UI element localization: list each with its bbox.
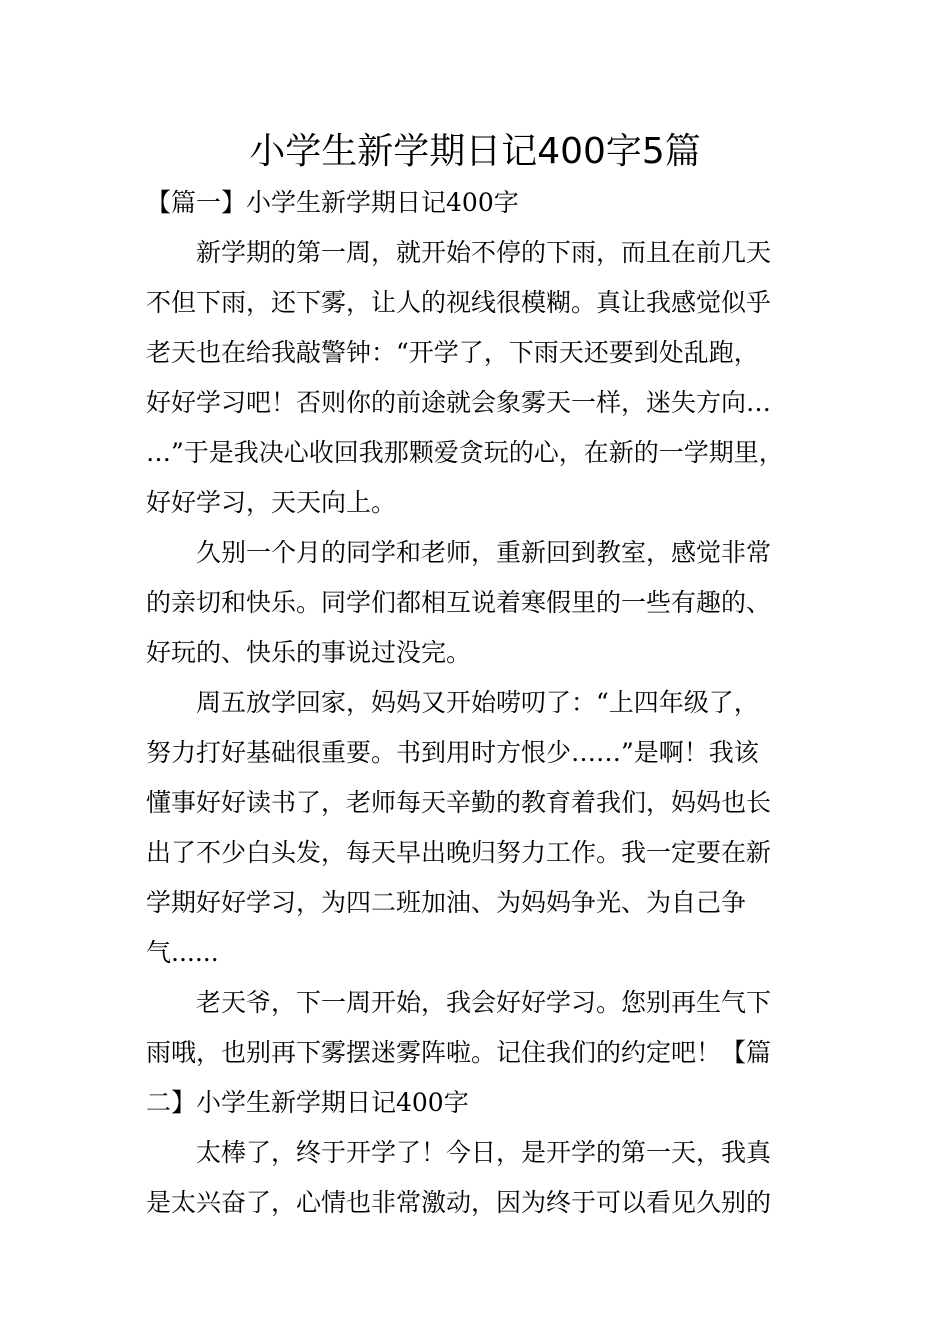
text-line: 学期好好学习，为四二班加油、为妈妈争光、为自己争 xyxy=(146,888,747,917)
text-line: 【篇一】小学生新学期日记400字 xyxy=(146,188,519,217)
text-line: 老天爷，下一周开始，我会好好学习。您别再生气下 xyxy=(196,988,772,1017)
text-line: 懂事好好读书了，老师每天辛勤的教育着我们，妈妈也长 xyxy=(146,788,772,817)
text-line: 好好学习吧！否则你的前途就会象雾天一样，迷失方向… xyxy=(146,388,772,417)
text-line: 老天也在给我敲警钟：“开学了，下雨天还要到处乱跑， xyxy=(146,338,759,367)
text-line: 久别一个月的同学和老师，重新回到教室，感觉非常 xyxy=(196,538,772,567)
text-line: …”于是我决心收回我那颗爱贪玩的心，在新的一学期里， xyxy=(146,438,784,467)
document-body xyxy=(146,178,808,1228)
text-line: 好好学习，天天向上。 xyxy=(146,488,397,517)
text-line: 努力打好基础很重要。书到用时方恨少……”是啊！我该 xyxy=(146,738,759,767)
text-line: 不但下雨，还下雾，让人的视线很模糊。真让我感觉似乎 xyxy=(146,288,772,317)
text-line: 雨哦，也别再下雾摆迷雾阵啦。记住我们的约定吧！【篇 xyxy=(146,1038,772,1067)
text-line: 是太兴奋了，心情也非常激动，因为终于可以看见久别的 xyxy=(146,1188,772,1217)
text-line: 气...... xyxy=(146,938,219,967)
text-line: 好玩的、快乐的事说过没完。 xyxy=(146,638,472,667)
document-title: 小学生新学期日记400字5篇 xyxy=(249,131,701,172)
text-line: 太棒了，终于开学了！今日，是开学的第一天，我真 xyxy=(196,1138,772,1167)
text-line: 新学期的第一周，就开始不停的下雨，而且在前几天 xyxy=(196,238,772,267)
text-line: 的亲切和快乐。同学们都相互说着寒假里的一些有趣的、 xyxy=(146,588,772,617)
text-line: 周五放学回家，妈妈又开始唠叨了：“上四年级了， xyxy=(196,688,759,717)
text-line: 二】小学生新学期日记400字 xyxy=(146,1088,469,1117)
text-line: 出了不少白头发，每天早出晚归努力工作。我一定要在新 xyxy=(146,838,772,867)
